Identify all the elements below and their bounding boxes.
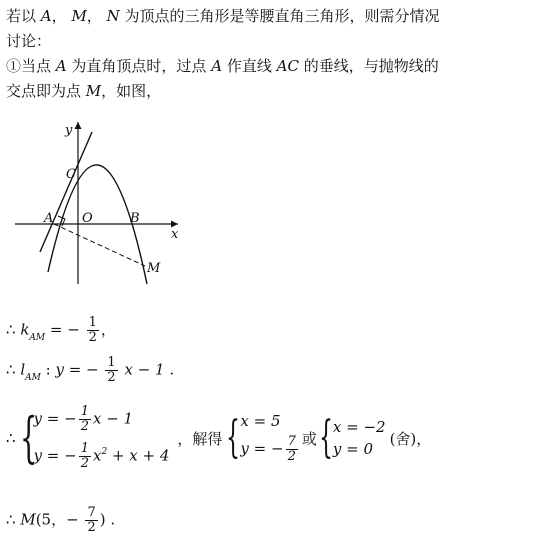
math-line-4 <box>6 506 115 535</box>
label-C: C <box>66 167 76 182</box>
or-text: 或 <box>301 429 317 448</box>
denominator: 2 <box>107 370 116 385</box>
label-y: y <box>65 123 73 138</box>
label-O: O <box>82 211 93 226</box>
comma: ， <box>100 320 116 339</box>
numerator: 1 <box>88 315 97 330</box>
numerator: 1 <box>107 355 116 370</box>
fraction <box>79 442 91 471</box>
var-A: A <box>55 57 67 75</box>
expression-tail: x − 1 . <box>124 360 175 379</box>
math-line-2 <box>6 356 174 385</box>
var-A: A <box>211 57 223 75</box>
brace: { <box>318 412 333 463</box>
brace: { <box>226 412 241 463</box>
text-segment: ，如图， <box>101 82 162 100</box>
text-line-4 <box>6 81 161 101</box>
text-segment: 的垂线，与抛物线的 <box>303 57 439 75</box>
var-N: N <box>106 7 120 25</box>
tail: x − 1 <box>92 409 134 428</box>
denominator: 2 <box>87 520 96 535</box>
numerator: 1 <box>80 404 89 419</box>
var-M: M <box>20 510 36 529</box>
fraction <box>286 435 298 464</box>
subscript: AM <box>29 332 46 343</box>
superscript: 2 <box>101 446 108 457</box>
parabola-figure <box>10 112 185 287</box>
solution-x: x = −2 <box>332 418 386 436</box>
var-AC: AC <box>276 57 299 75</box>
text-line-1 <box>6 6 440 26</box>
fraction <box>87 316 99 345</box>
equals: = − <box>63 360 99 379</box>
var-A: A <box>40 7 52 25</box>
text-segment: 作直线 <box>226 57 272 75</box>
solution-y: y = 0 <box>332 440 373 458</box>
denominator: 2 <box>80 456 89 471</box>
colon: : <box>40 360 56 379</box>
equals: = − <box>49 320 80 339</box>
text-segment: 讨论： <box>6 32 52 50</box>
coord-close: ) . <box>99 510 116 529</box>
label-A: A <box>44 211 54 226</box>
tail: + x + 4 <box>107 446 170 465</box>
solution-2 <box>333 418 386 458</box>
text-segment: 交点即为点 <box>6 82 82 100</box>
numerator: 7 <box>287 434 296 449</box>
solve-text: ，解得 <box>177 429 223 448</box>
text-segment: 为顶点的三角形是等腰直角三角形，则需分情况 <box>124 7 440 25</box>
label-x: x <box>171 227 179 242</box>
comma: ， <box>86 7 102 25</box>
equation-1 <box>34 405 170 434</box>
lhs: y = − <box>33 409 77 428</box>
subscript: AM <box>25 372 41 383</box>
therefore-symbol: ∴ <box>6 320 16 339</box>
var-x: x <box>92 446 102 465</box>
text-line-3 <box>6 56 439 76</box>
text-segment: 为直角顶点时，过点 <box>71 57 207 75</box>
therefore-symbol: ∴ <box>6 360 16 379</box>
equation-2 <box>34 442 170 471</box>
system-equations <box>34 405 170 471</box>
brace: { <box>19 406 37 469</box>
denominator: 2 <box>88 330 97 345</box>
lhs: y = − <box>33 446 77 465</box>
numerator: 7 <box>87 505 96 520</box>
line-AC <box>40 132 92 252</box>
therefore-symbol: ∴ <box>6 429 16 447</box>
solution-y <box>240 435 299 464</box>
denominator: 2 <box>287 449 296 464</box>
fraction <box>85 506 97 535</box>
coord-open: (5，− <box>35 510 79 529</box>
therefore-symbol: ∴ <box>6 510 16 529</box>
label-M: M <box>147 261 161 276</box>
fraction <box>79 405 91 434</box>
line-AM-dashed <box>54 224 145 266</box>
lhs: y = − <box>240 439 284 458</box>
denominator: 2 <box>80 419 89 434</box>
numerator: 1 <box>80 441 89 456</box>
solution-x: x = 5 <box>240 412 281 430</box>
var-l: l <box>20 360 26 379</box>
text-segment: 若以 <box>6 7 37 25</box>
math-line-1 <box>6 316 116 345</box>
var-k: k <box>20 320 30 339</box>
var-y: y <box>55 360 64 379</box>
solution-1 <box>240 412 299 464</box>
math-line-3 <box>6 405 431 471</box>
var-M: M <box>85 82 102 100</box>
reject-text: (舍)， <box>389 429 432 448</box>
fraction <box>105 356 117 385</box>
comma: ， <box>51 7 67 25</box>
text-segment: ①当点 <box>6 57 52 75</box>
text-line-2 <box>6 31 51 51</box>
var-M: M <box>71 7 87 25</box>
label-B: B <box>130 211 140 226</box>
